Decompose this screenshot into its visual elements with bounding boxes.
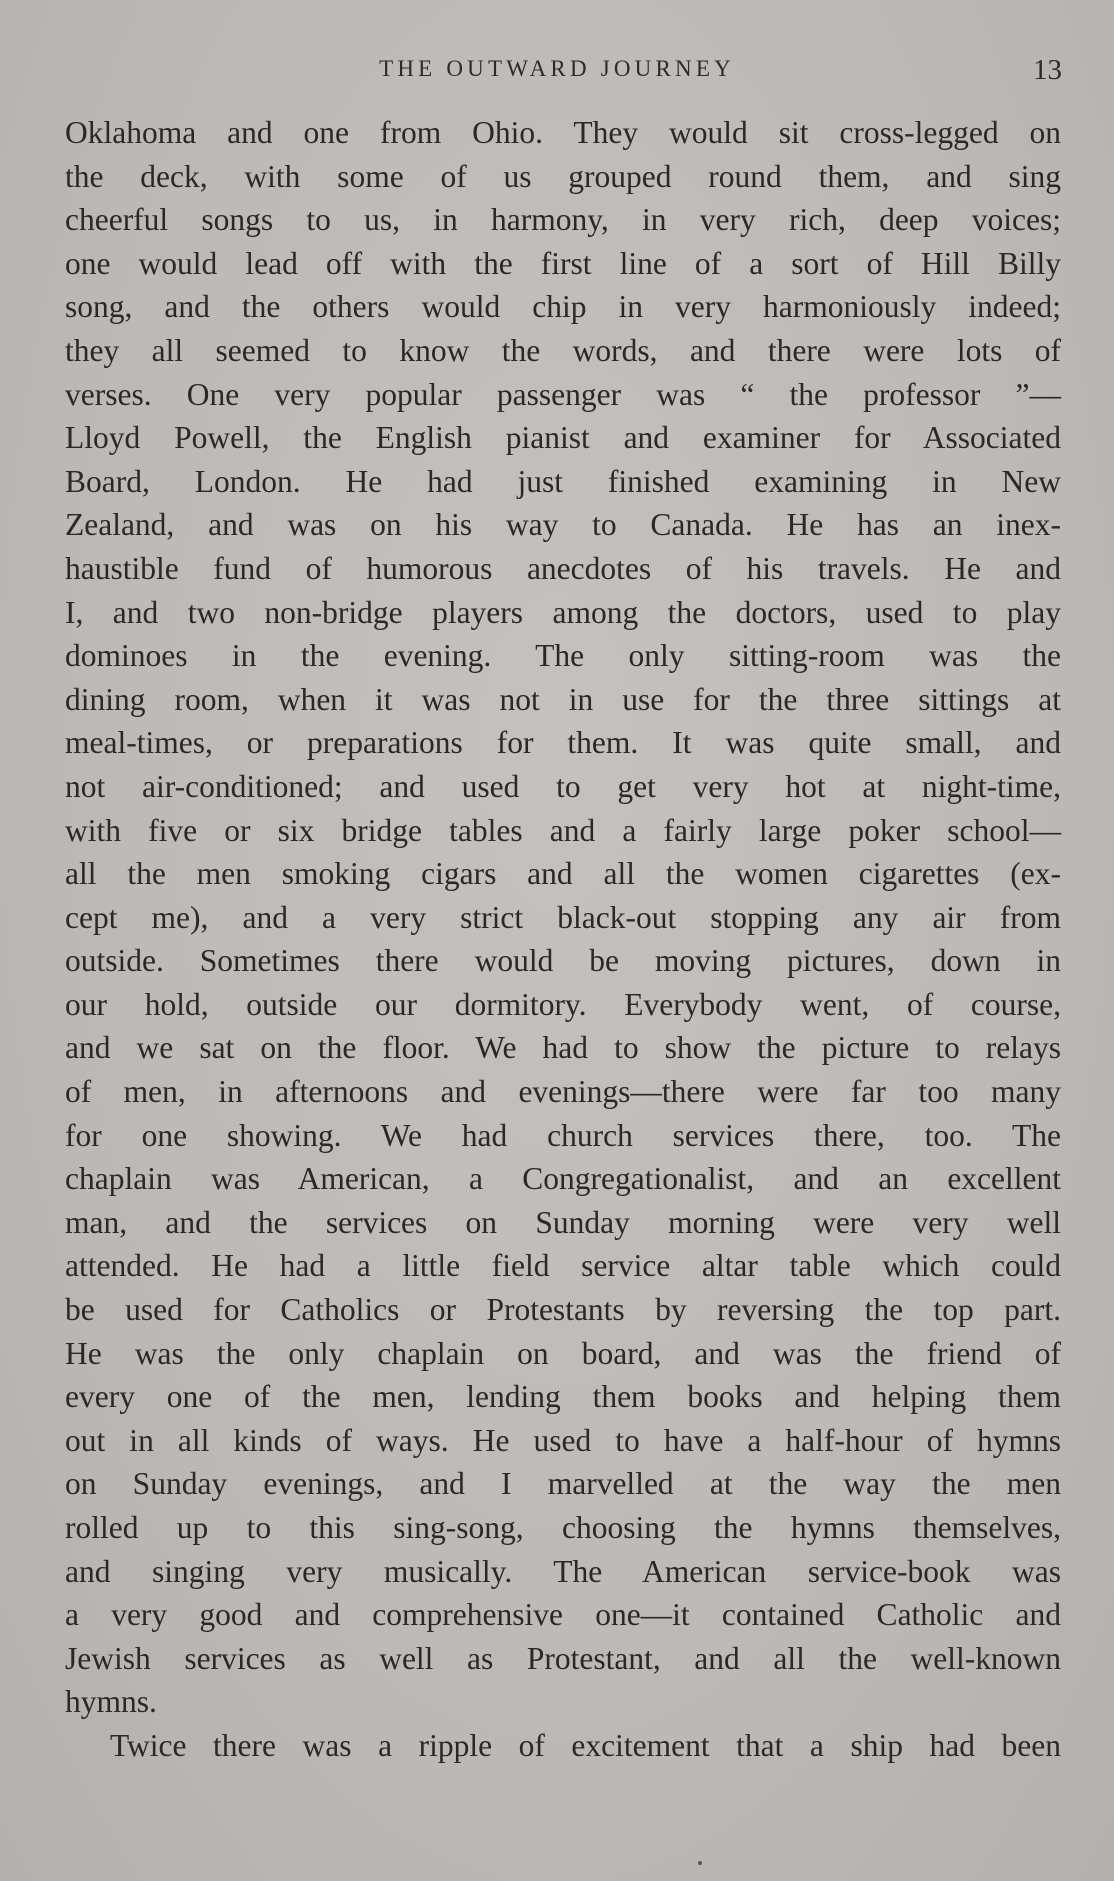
text-line: for one showing. We had church services there, too. The — [65, 1117, 1061, 1153]
text-line: the deck, with some of us grouped round them, and sing — [65, 158, 1061, 194]
text-line: dominoes in the evening. The only sitting-room was the — [65, 638, 1061, 674]
text-line: Lloyd Powell, the English pianist and examiner for Associated — [65, 420, 1061, 456]
text-line: a very good and comprehensive one—it contained Catholic and — [65, 1597, 1061, 1633]
text-line: He was the only chaplain on board, and was the friend of — [65, 1335, 1061, 1371]
text-line: out in all kinds of ways. He used to have a half-hour of hymns — [65, 1422, 1061, 1458]
text-line: outside. Sometimes there would be moving pictures, down in — [65, 943, 1061, 979]
text-line: every one of the men, lending them books and helping them — [65, 1379, 1061, 1415]
text-line: Jewish services as well as Protestant, and all the well-known — [65, 1640, 1061, 1676]
text-line: rolled up to this sing-song, choosing the hymns themselves, — [65, 1510, 1061, 1545]
text-line: be used for Catholics or Protestants by reversing the top part. — [65, 1292, 1061, 1328]
text-line: haustible fund of humorous anecdotes of his travels. He and — [65, 550, 1061, 586]
text-line: chaplain was American, a Congregationalist, and an excellent — [65, 1161, 1061, 1197]
text-line: all the men smoking cigars and all the women cigarettes (ex- — [65, 856, 1061, 892]
text-line: and we sat on the floor. We had to show the picture to relays — [65, 1030, 1061, 1066]
text-line: Zealand, and was on his way to Canada. He has an inex- — [65, 507, 1061, 543]
text-line: dining room, when it was not in use for the three sittings at — [65, 681, 1061, 717]
paper-speck — [698, 1861, 702, 1865]
text-line: they all seemed to know the words, and there were lots of — [65, 332, 1061, 368]
text-line: Board, London. He had just finished examining in New — [65, 463, 1061, 499]
text-line: man, and the services on Sunday morning were very well — [65, 1204, 1061, 1240]
paragraph-start-line: Twice there was a ripple of excitement that a ship had been — [110, 1727, 1061, 1763]
text-line: cheerful songs to us, in harmony, in very rich, deep voices; — [65, 202, 1061, 238]
text-line: I, and two non-bridge players among the doctors, used to play — [65, 594, 1061, 630]
text-line: song, and the others would chip in very harmoniously indeed; — [65, 289, 1061, 325]
paragraph-end-line: hymns. — [65, 1684, 157, 1720]
body-text — [65, 111, 1061, 1768]
text-line: on Sunday evenings, and I marvelled at the way the men — [65, 1466, 1061, 1502]
text-line: with five or six bridge tables and a fairly large poker school— — [65, 812, 1061, 848]
text-line: and singing very musically. The American service-book was — [65, 1553, 1061, 1589]
text-line: Oklahoma and one from Ohio. They would sit cross-legged on — [65, 115, 1061, 150]
text-line: cept me), and a very strict black-out stopping any air from — [65, 899, 1061, 935]
text-line: our hold, outside our dormitory. Everybody went, of course, — [65, 986, 1061, 1022]
text-line: verses. One very popular passenger was “ the professor ”— — [65, 376, 1061, 412]
text-line: not air-conditioned; and used to get very hot at night-time, — [65, 768, 1061, 804]
running-head — [0, 56, 1114, 96]
running-title: THE OUTWARD JOURNEY — [379, 56, 735, 81]
text-line: one would lead off with the first line of a sort of Hill Billy — [65, 245, 1061, 281]
text-line: attended. He had a little field service altar table which could — [65, 1248, 1061, 1284]
text-line: meal-times, or preparations for them. It was quite small, and — [65, 725, 1061, 761]
page-number: 13 — [1033, 54, 1062, 86]
text-line: of men, in afternoons and evenings—there were far too many — [65, 1074, 1061, 1110]
